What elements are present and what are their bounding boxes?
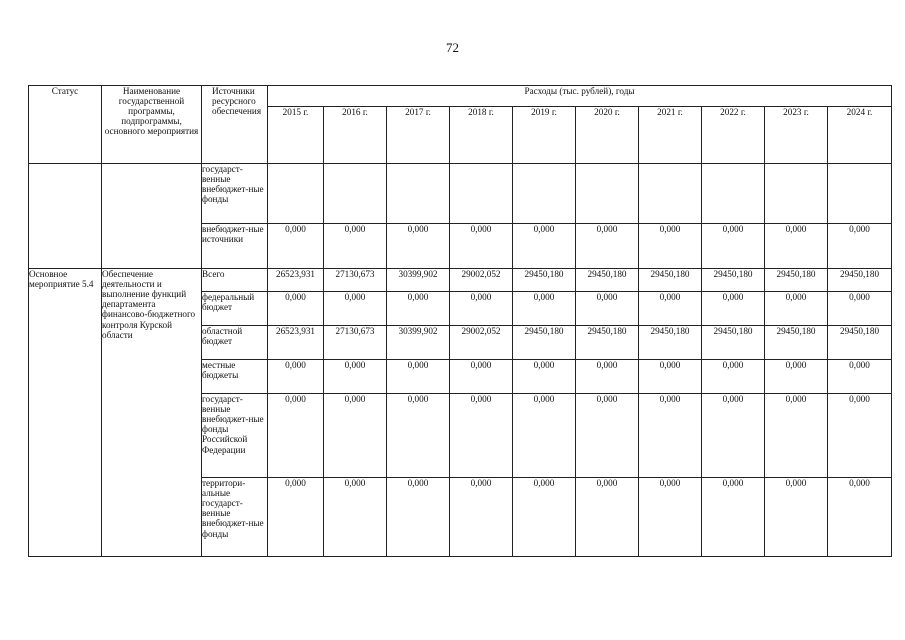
value-cell: 0,000 (513, 292, 576, 326)
value-cell: 0,000 (513, 224, 576, 269)
header-year: 2019 г. (513, 107, 576, 164)
value-cell: 27130,673 (324, 269, 387, 292)
value-cell (639, 164, 702, 224)
value-cell: 29450,180 (639, 269, 702, 292)
measure-status: Основное мероприятие 5.4 (29, 269, 102, 557)
value-cell: 0,000 (639, 478, 702, 557)
value-cell: 0,000 (702, 360, 765, 394)
header-year: 2022 г. (702, 107, 765, 164)
value-cell: 0,000 (576, 360, 639, 394)
value-cell (268, 164, 324, 224)
value-cell: 0,000 (765, 224, 828, 269)
value-cell: 29450,180 (828, 269, 892, 292)
source-cell: государст-венные внебюджет-ные фонды (202, 164, 268, 224)
value-cell: 0,000 (324, 292, 387, 326)
table-row (29, 269, 892, 292)
value-cell: 29450,180 (828, 326, 892, 360)
value-cell: 0,000 (387, 478, 450, 557)
value-cell: 0,000 (268, 478, 324, 557)
header-year: 2018 г. (450, 107, 513, 164)
value-cell: 0,000 (765, 292, 828, 326)
value-cell: 0,000 (576, 394, 639, 478)
value-cell (513, 164, 576, 224)
value-cell (765, 164, 828, 224)
value-cell: 0,000 (765, 360, 828, 394)
source-cell: Всего (202, 269, 268, 292)
value-cell: 0,000 (828, 478, 892, 557)
value-cell: 0,000 (639, 394, 702, 478)
header-year: 2017 г. (387, 107, 450, 164)
value-cell: 0,000 (702, 292, 765, 326)
header-year: 2024 г. (828, 107, 892, 164)
value-cell: 0,000 (828, 360, 892, 394)
source-cell: федеральный бюджет (202, 292, 268, 326)
header-year: 2020 г. (576, 107, 639, 164)
value-cell: 29450,180 (702, 269, 765, 292)
value-cell: 29450,180 (576, 269, 639, 292)
value-cell: 0,000 (450, 478, 513, 557)
measure-name: Обеспечение деятельности и выполнение функций департамента финансово-бюджетного контроля Курской области (102, 269, 202, 557)
value-cell: 29450,180 (513, 269, 576, 292)
source-cell: территори-альные государст-венные внебюджет-ные фонды (202, 478, 268, 557)
value-cell: 0,000 (268, 360, 324, 394)
header-name: Наименование государственной программы, подпрограммы, основного мероприятия (102, 86, 202, 164)
value-cell: 0,000 (450, 360, 513, 394)
value-cell: 0,000 (387, 292, 450, 326)
value-cell: 0,000 (387, 394, 450, 478)
value-cell: 0,000 (324, 394, 387, 478)
value-cell: 0,000 (450, 224, 513, 269)
value-cell: 0,000 (513, 478, 576, 557)
value-cell: 0,000 (324, 224, 387, 269)
header-year: 2023 г. (765, 107, 828, 164)
empty-name-cell (102, 164, 202, 269)
value-cell: 0,000 (639, 360, 702, 394)
value-cell: 29002,052 (450, 269, 513, 292)
value-cell: 0,000 (639, 292, 702, 326)
value-cell: 30399,902 (387, 269, 450, 292)
value-cell: 0,000 (828, 224, 892, 269)
value-cell: 27130,673 (324, 326, 387, 360)
source-cell: государст-венные внебюджет-ные фонды Российской Федерации (202, 394, 268, 478)
value-cell: 29450,180 (765, 326, 828, 360)
value-cell (828, 164, 892, 224)
value-cell: 0,000 (324, 360, 387, 394)
value-cell (576, 164, 639, 224)
value-cell: 0,000 (324, 478, 387, 557)
value-cell: 0,000 (702, 394, 765, 478)
value-cell: 0,000 (828, 292, 892, 326)
value-cell: 29450,180 (576, 326, 639, 360)
value-cell: 26523,931 (268, 326, 324, 360)
value-cell: 29002,052 (450, 326, 513, 360)
value-cell: 0,000 (576, 292, 639, 326)
source-cell: внебюджет-ные источники (202, 224, 268, 269)
source-cell: местные бюджеты (202, 360, 268, 394)
value-cell (450, 164, 513, 224)
budget-table (28, 85, 892, 557)
value-cell: 0,000 (513, 394, 576, 478)
header-year: 2015 г. (268, 107, 324, 164)
header-year: 2021 г. (639, 107, 702, 164)
value-cell: 29450,180 (702, 326, 765, 360)
source-cell: областной бюджет (202, 326, 268, 360)
page-number: 72 (446, 40, 459, 55)
value-cell: 29450,180 (513, 326, 576, 360)
value-cell (387, 164, 450, 224)
value-cell: 0,000 (268, 394, 324, 478)
value-cell: 0,000 (702, 478, 765, 557)
value-cell: 0,000 (513, 360, 576, 394)
table-row (29, 164, 892, 224)
value-cell: 30399,902 (387, 326, 450, 360)
value-cell: 0,000 (268, 224, 324, 269)
header-spending: Расходы (тыс. рублей), годы (268, 86, 892, 107)
value-cell: 0,000 (828, 394, 892, 478)
value-cell: 0,000 (702, 224, 765, 269)
value-cell: 0,000 (450, 292, 513, 326)
value-cell: 0,000 (268, 292, 324, 326)
header-year: 2016 г. (324, 107, 387, 164)
header-source: Источники ресурсного обеспечения (202, 86, 268, 164)
value-cell (324, 164, 387, 224)
value-cell: 0,000 (765, 394, 828, 478)
value-cell: 0,000 (450, 394, 513, 478)
value-cell: 0,000 (765, 478, 828, 557)
header-status: Статус (29, 86, 102, 164)
value-cell: 0,000 (576, 478, 639, 557)
value-cell: 29450,180 (765, 269, 828, 292)
value-cell: 0,000 (387, 360, 450, 394)
value-cell: 0,000 (639, 224, 702, 269)
value-cell: 0,000 (576, 224, 639, 269)
value-cell (702, 164, 765, 224)
value-cell: 29450,180 (639, 326, 702, 360)
value-cell: 0,000 (387, 224, 450, 269)
empty-status-cell (29, 164, 102, 269)
value-cell: 26523,931 (268, 269, 324, 292)
